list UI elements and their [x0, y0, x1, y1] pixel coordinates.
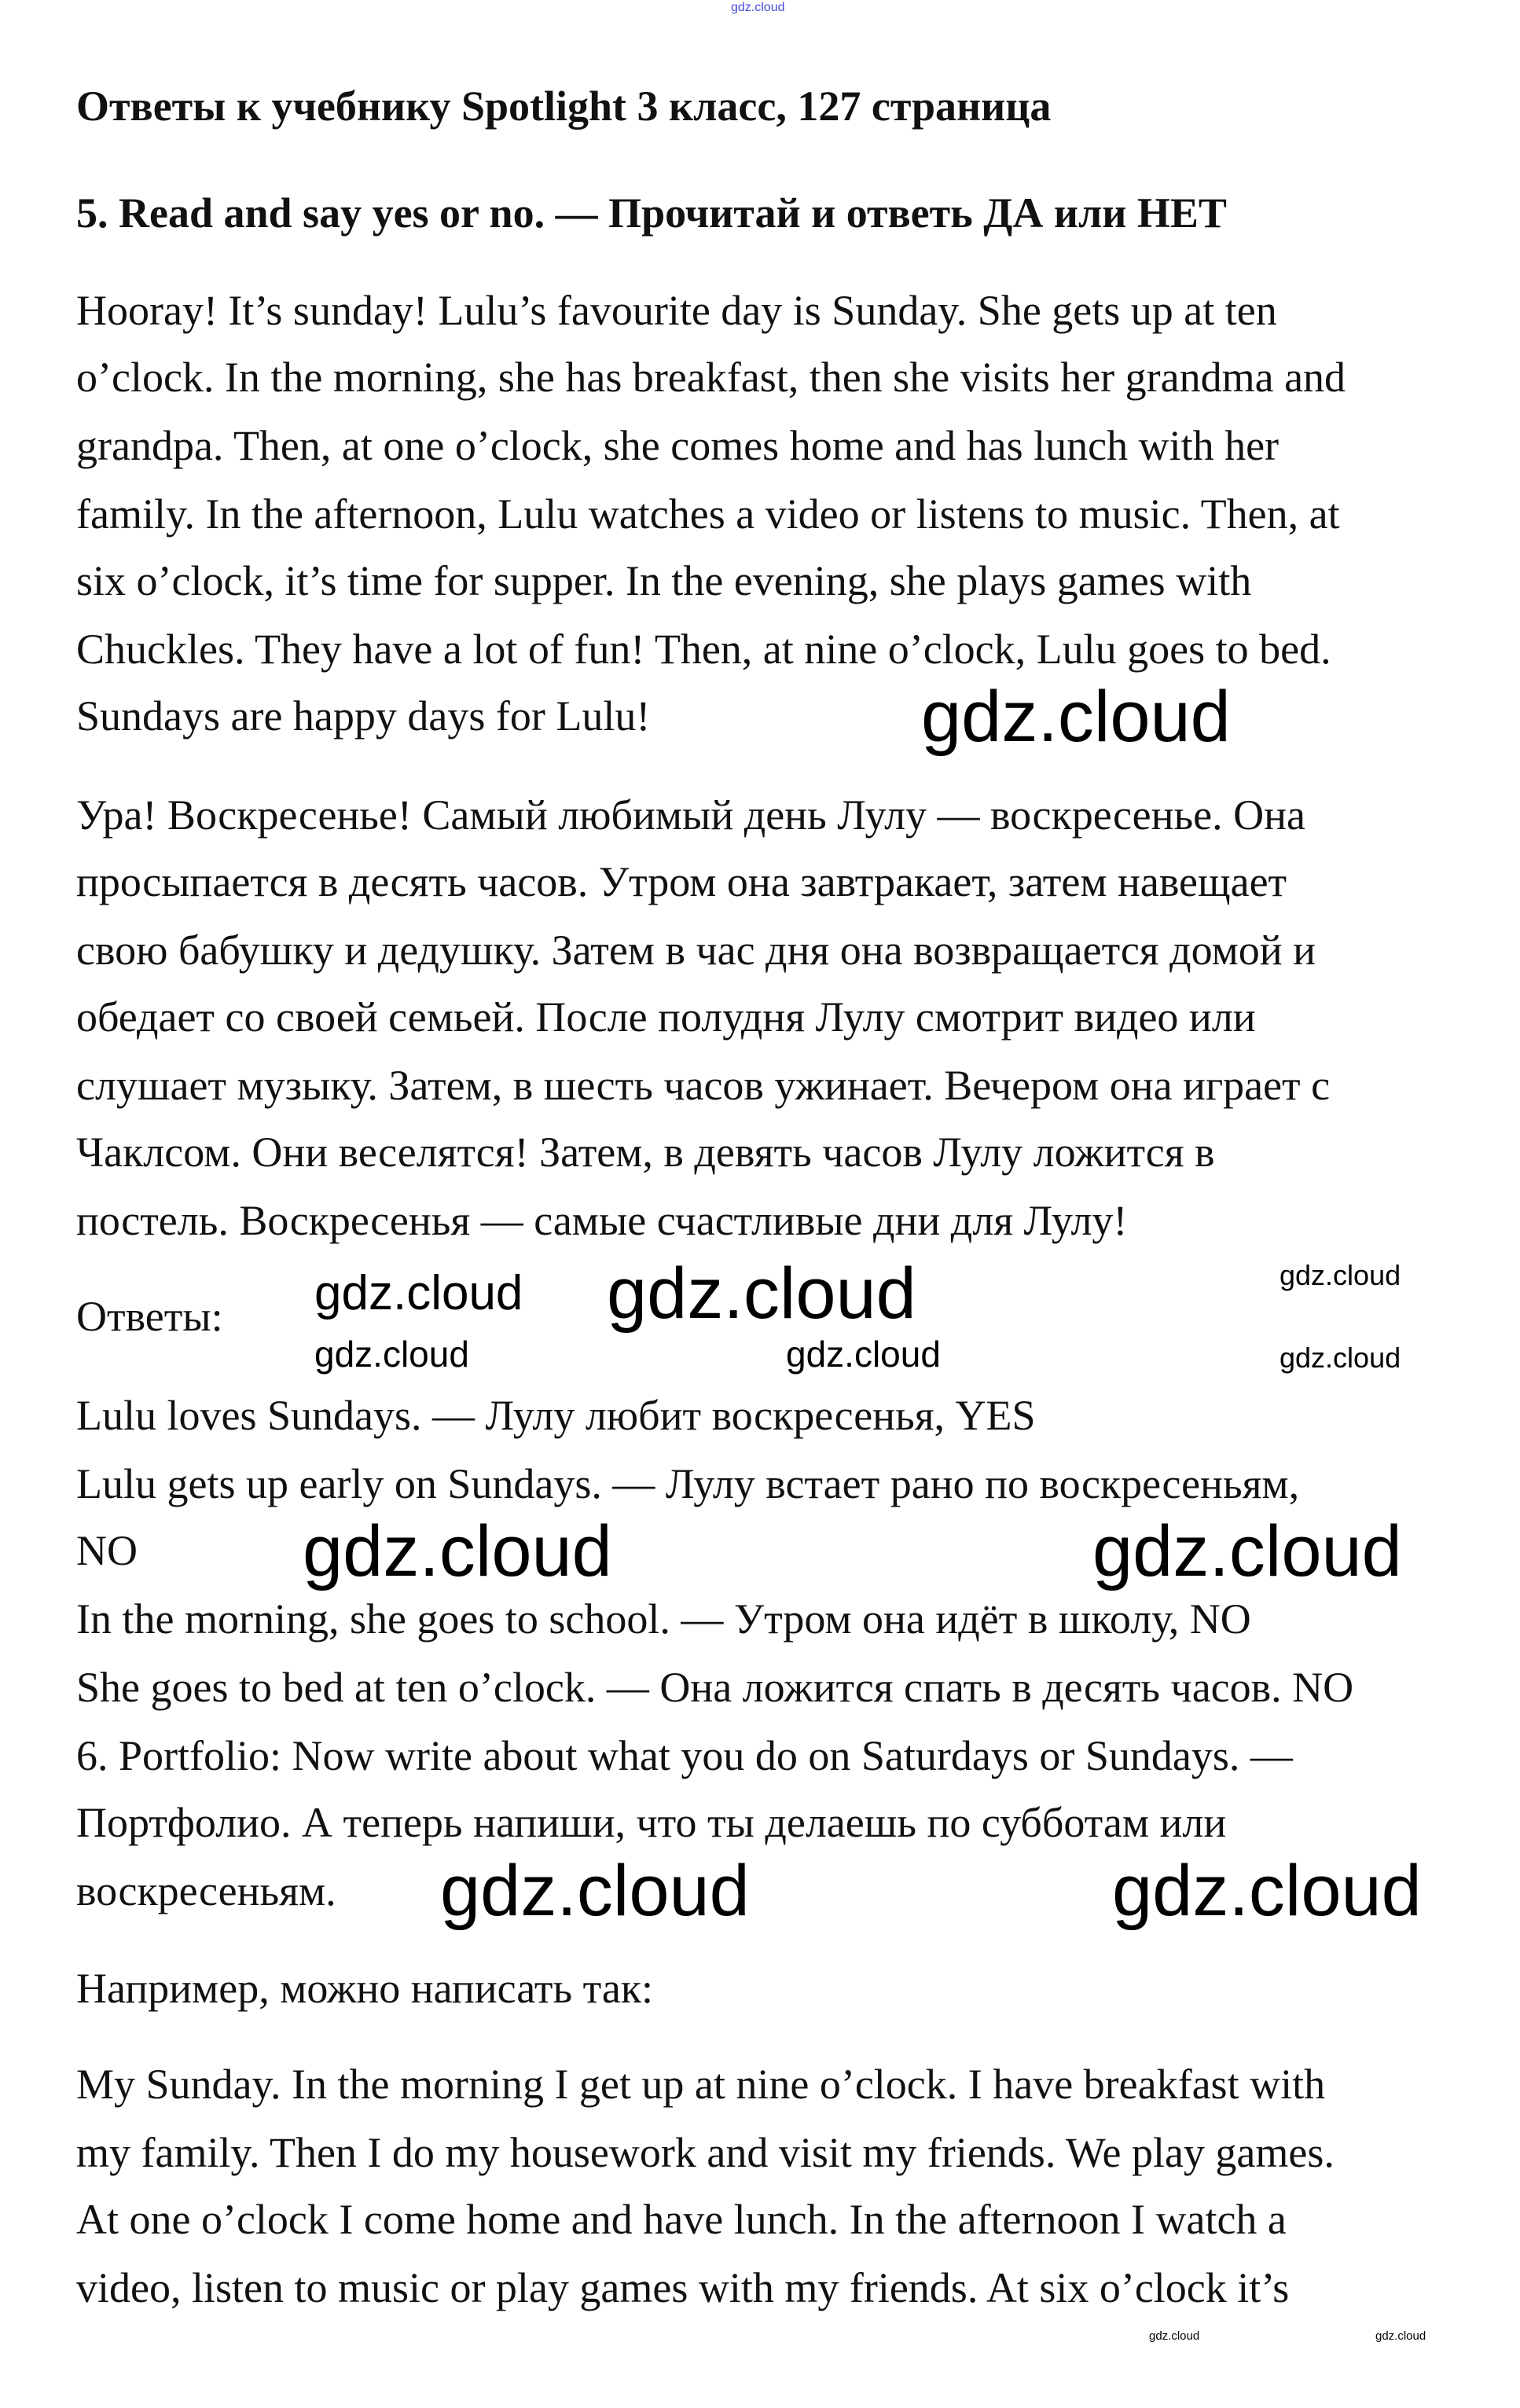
watermark: gdz.cloud	[786, 1334, 941, 1375]
watermark: gdz.cloud	[440, 1851, 750, 1931]
watermark: gdz.cloud	[607, 1254, 916, 1334]
watermark: gdz.cloud	[1112, 1851, 1422, 1931]
watermark: gdz.cloud	[1092, 1511, 1402, 1591]
watermark: gdz.cloud	[314, 1266, 523, 1320]
watermark: gdz.cloud	[303, 1511, 612, 1591]
text-ru-line: Чаклсом. Они веселятся! Затем, в девять часов Лулу ложится в	[76, 1129, 1215, 1176]
example-line: At one o’clock I come home and have lunch. In the afternoon I watch a	[76, 2196, 1287, 2243]
text-ru-line: обедает со своей семьей. После полудня Лулу смотрит видео или	[76, 993, 1256, 1041]
page-title: Ответы к учебнику Spotlight 3 класс, 127 страница	[76, 83, 1052, 130]
answer-line: In the morning, she goes to school. — Утром она идёт в школу, NO	[76, 1595, 1251, 1643]
watermark: gdz.cloud	[921, 677, 1231, 757]
watermark: gdz.cloud	[1280, 1259, 1401, 1291]
text-ru-line: просыпается в десять часов. Утром она завтракает, затем навещает	[76, 858, 1287, 905]
watermark: gdz.cloud	[314, 1334, 469, 1375]
answers-label: Ответы:	[76, 1293, 223, 1340]
exercise-6-heading: 6. Portfolio: Now write about what you do on Saturdays or Sundays. —	[76, 1732, 1293, 1779]
text-ru-line: Ура! Воскресенье! Самый любимый день Лулу — воскресенье. Она	[76, 791, 1305, 839]
text-en-line: Chuckles. They have a lot of fun! Then, at nine o’clock, Lulu goes to bed.	[76, 626, 1331, 673]
answer-line: She goes to bed at ten o’clock. — Она ложится спать в десять часов. NO	[76, 1664, 1354, 1711]
example-intro: Например, можно написать так:	[76, 1965, 654, 2012]
watermark: gdz.cloud	[1280, 1342, 1401, 1374]
text-en-line: grandpa. Then, at one o’clock, she comes home and has lunch with her	[76, 422, 1280, 469]
text-ru-line: постель. Воскресенья — самые счастливые дни для Лулу!	[76, 1197, 1128, 1244]
text-en-line: family. In the afternoon, Lulu watches a video or listens to music. Then, at	[76, 490, 1340, 538]
answer-line: Lulu loves Sundays. — Лулу любит воскресенья, YES	[76, 1392, 1036, 1439]
text-en-line: six o’clock, it’s time for supper. In the evening, she plays games with	[76, 557, 1252, 604]
answer-line: Lulu gets up early on Sundays. — Лулу встает рано по воскресеньям,	[76, 1460, 1300, 1507]
answer-line: NO	[76, 1527, 138, 1574]
exercise-6-heading: воскресеньям.	[76, 1867, 336, 1914]
watermark: gdz.cloud	[1375, 2329, 1426, 2343]
watermark: gdz.cloud	[731, 1, 785, 14]
example-line: video, listen to music or play games with my friends. At six o’clock it’s	[76, 2264, 1290, 2311]
example-line: My Sunday. In the morning I get up at nine o’clock. I have breakfast with	[76, 2061, 1326, 2108]
example-line: my family. Then I do my housework and visit my friends. We play games.	[76, 2129, 1335, 2176]
text-en-line: Hooray! It’s sunday! Lulu’s favourite day is Sunday. She gets up at ten	[76, 287, 1277, 334]
exercise-6-heading: Портфолио. А теперь напиши, что ты делаешь по субботам или	[76, 1799, 1227, 1846]
watermark: gdz.cloud	[1149, 2329, 1200, 2343]
exercise-5-heading: 5. Read and say yes or no. — Прочитай и ответь ДА или НЕТ	[76, 189, 1227, 237]
text-en-line: Sundays are happy days for Lulu!	[76, 692, 651, 740]
text-ru-line: слушает музыку. Затем, в шесть часов ужинает. Вечером она играет с	[76, 1062, 1331, 1109]
text-ru-line: свою бабушку и дедушку. Затем в час дня она возвращается домой и	[76, 927, 1316, 974]
text-en-line: o’clock. In the morning, she has breakfast, then she visits her grandma and	[76, 354, 1346, 401]
